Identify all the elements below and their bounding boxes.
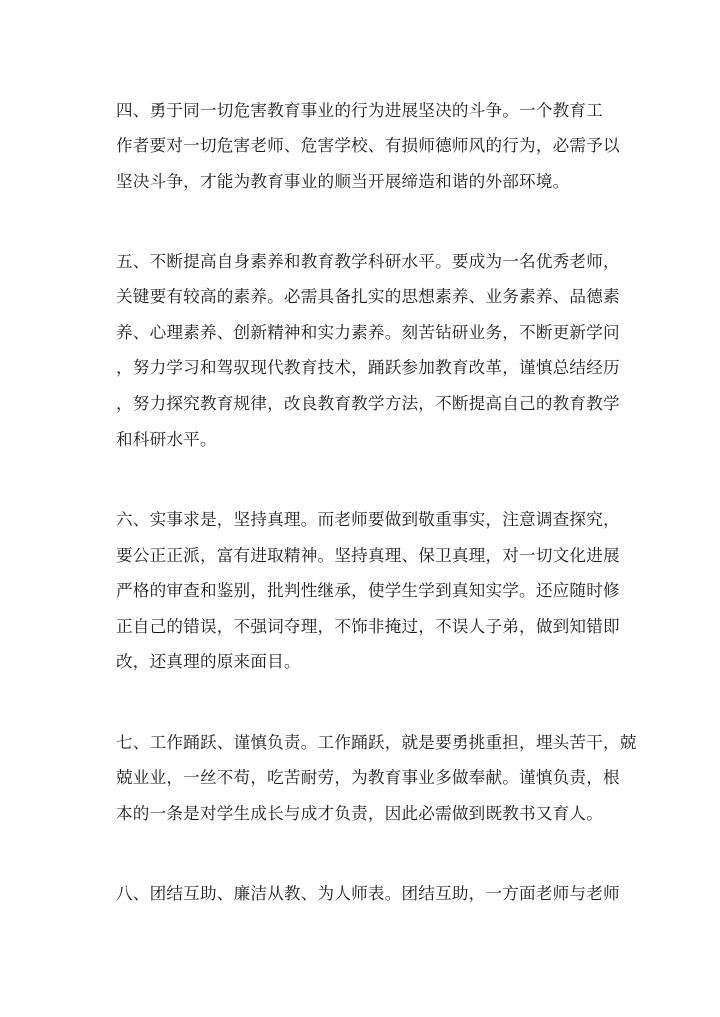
paragraph-5-line-5: ，努力探究教育规律，改良教育教学方法，不断提高自己的教育教学 [116, 394, 620, 413]
paragraph-7-line-3: 本的一条是对学生成长与成才负责，因此必需做到既教书又育人。 [116, 804, 604, 823]
paragraph-7-line-1: 七、工作踊跃、谨慎负责。工作踊跃，就是要勇挑重担，埋头苦干，兢 [116, 733, 637, 752]
paragraph-6-line-2: 要公正正派，富有进取精神。坚持真理、保卫真理，对一切文化进展 [116, 546, 620, 565]
paragraph-4-line-1: 四、勇于同一切危害教育事业的行为进展坚决的斗争。一个教育工 [116, 101, 604, 120]
paragraph-4-line-3: 坚决斗争，才能为教育事业的顺当开展缔造和谐的外部环境。 [116, 172, 570, 191]
paragraph-5-line-6: 和科研水平。 [116, 430, 217, 449]
paragraph-6-line-1: 六、实事求是，坚持真理。而老师要做到敬重事实，注意调查探究， [116, 510, 620, 529]
paragraph-6-line-4: 正自己的错误，不强词夺理，不饰非掩过，不误人子弟，做到知错即 [116, 617, 620, 636]
paragraph-5-line-3: 养、心理素养、创新精神和实力素养。刻苦钻研业务，不断更新学问 [116, 323, 620, 342]
paragraph-8-line-1: 八、团结互助、廉洁从教、为人师表。团结互助，一方面老师与老师 [116, 884, 620, 903]
paragraph-5-line-2: 关键要有较高的素养。必需具备扎实的思想素养、业务素养、品德素 [116, 287, 620, 306]
paragraph-4-line-2: 作者要对一切危害老师、危害学校、有损师德师风的行为，必需予以 [116, 136, 620, 155]
paragraph-6-line-5: 改，还真理的原来面目。 [116, 652, 301, 671]
paragraph-5-line-1: 五、不断提高自身素养和教育教学科研水平。要成为一名优秀老师， [116, 252, 620, 271]
paragraph-5-line-4: ，努力学习和驾驭现代教育技术，踊跃参加教育改革，谨慎总结经历 [116, 358, 620, 377]
paragraph-6-line-3: 严格的审查和鉴别，批判性继承，使学生学到真知实学。还应随时修 [116, 581, 620, 600]
paragraph-7-line-2: 兢业业，一丝不苟，吃苦耐劳，为教育事业多做奉献。谨慎负责，根 [116, 768, 620, 787]
